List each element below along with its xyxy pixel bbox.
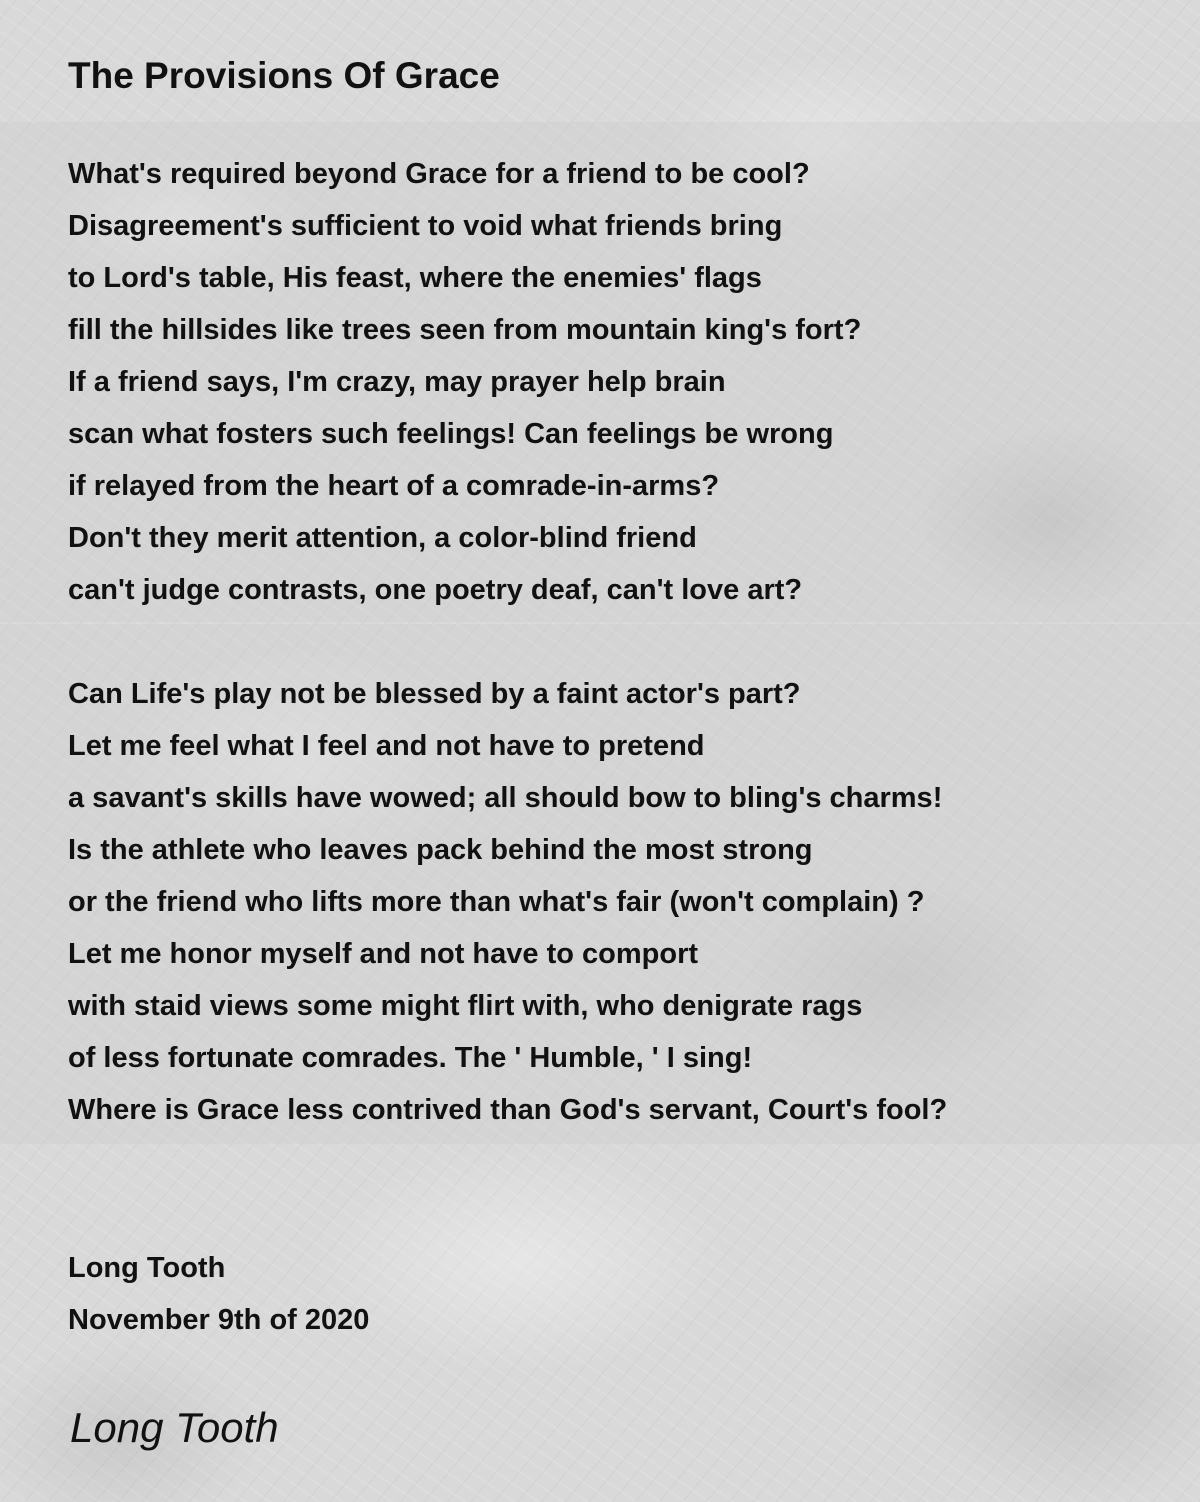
poem-date: November 9th of 2020 <box>68 1304 370 1336</box>
poem-line: scan what fosters such feelings! Can feelings be wrong <box>68 418 834 450</box>
poem-line: Let me honor myself and not have to comport <box>68 938 699 970</box>
poem-line: What's required beyond Grace for a friend to be cool? <box>68 158 810 190</box>
poem-line: to Lord's table, His feast, where the enemies' flags <box>68 262 762 294</box>
poem-line: or the friend who lifts more than what's fair (won't complain) ? <box>68 886 925 918</box>
poem-line: fill the hillsides like trees seen from mountain king's fort? <box>68 314 862 346</box>
stanza-2 <box>68 668 947 1136</box>
poem-line: If a friend says, I'm crazy, may prayer help brain <box>68 366 726 398</box>
author-signature: Long Tooth <box>70 1404 279 1451</box>
author-name: Long Tooth <box>68 1252 226 1284</box>
poem-line: Where is Grace less contrived than God's servant, Court's fool? <box>68 1094 948 1126</box>
poem-line: Disagreement's sufficient to void what friends bring <box>68 210 783 242</box>
poem-line: if relayed from the heart of a comrade-in-arms? <box>68 470 720 502</box>
poem-line: with staid views some might flirt with, who denigrate rags <box>68 990 863 1022</box>
stanza-1 <box>68 148 861 616</box>
poem-line: Is the athlete who leaves pack behind the most strong <box>68 834 813 866</box>
poem-line: Let me feel what I feel and not have to pretend <box>68 730 705 762</box>
poem-line: of less fortunate comrades. The ' Humble, ' I sing! <box>68 1042 753 1074</box>
poem-line: Can Life's play not be blessed by a faint actor's part? <box>68 678 801 710</box>
poem-line: Don't they merit attention, a color-blind friend <box>68 522 697 554</box>
poem-line: a savant's skills have wowed; all should bow to bling's charms! <box>68 782 943 814</box>
poem-title: The Provisions Of Grace <box>68 55 500 96</box>
poem-line: can't judge contrasts, one poetry deaf, can't love art? <box>68 574 803 606</box>
